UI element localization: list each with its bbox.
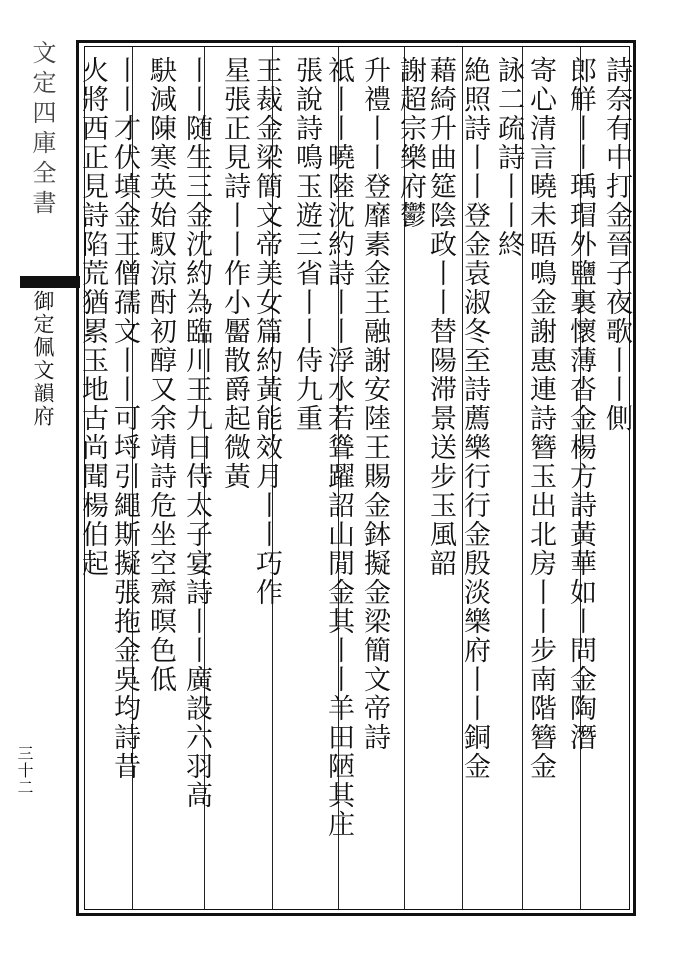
text-column: 寄心清言曉未晤鳴金謝惠連詩簪玉出北房丨丨步南階簪金	[525, 56, 556, 781]
fishtail-mark	[20, 276, 80, 288]
text-column: 詠二疏詩丨丨終	[493, 56, 524, 259]
text-column: 絶照詩丨丨登金袁淑冬至詩薦樂行行金殷淡樂府丨丨銅金	[459, 56, 490, 781]
text-column: 郎觧丨丨瑀瑁外鹽裏懷薄沓金楊方詩黃華如丨問金陶潛	[565, 56, 596, 752]
text-column: 張說詩鳴玉遊三省丨丨侍九重	[291, 56, 322, 433]
text-column: 丨丨才伏填金王僧孺文丨丨可埒引繩斯擬張拖金吳均詩昔	[109, 56, 140, 781]
text-column: 王裁金梁簡文帝美女篇約黃能效月丨丨巧作	[251, 56, 282, 607]
folio-number: 三十二	[15, 745, 34, 796]
text-column: 星張正見詩丨丨作小靨散爵起微黃	[219, 56, 250, 491]
text-column: 謝超宗樂府鬱	[395, 56, 426, 230]
text-column: 丨丨随生三金沈約為臨川王九日侍太子宴詩丨丨廣設六羽高	[181, 56, 212, 810]
text-column: 詩奈有中打金晉子夜歌丨丨側	[601, 56, 632, 433]
text-column: 祗丨丨曉陸沈約詩丨丨浮水若聳躍詔山閒金其丨丨羊田陋其庄	[323, 56, 354, 839]
text-column: 藉綺升曲筵陰政丨丨替陽滞景送步玉風韶	[425, 56, 456, 578]
text-column: 升禮丨丨登靡素金王融謝安陸王賜金鉢擬金梁簡文帝詩	[359, 56, 390, 752]
margin-header: 文定四庫全書	[28, 40, 56, 220]
margin-book-title: 御定佩文韻府	[31, 290, 55, 428]
text-column: 火將西正見詩陷荒猶累玉地古尚聞楊伯起	[77, 56, 108, 578]
text-column: 駃減陳寒英始馭涼酎初醇又余靖詩危坐空齋暝色低	[145, 56, 176, 694]
